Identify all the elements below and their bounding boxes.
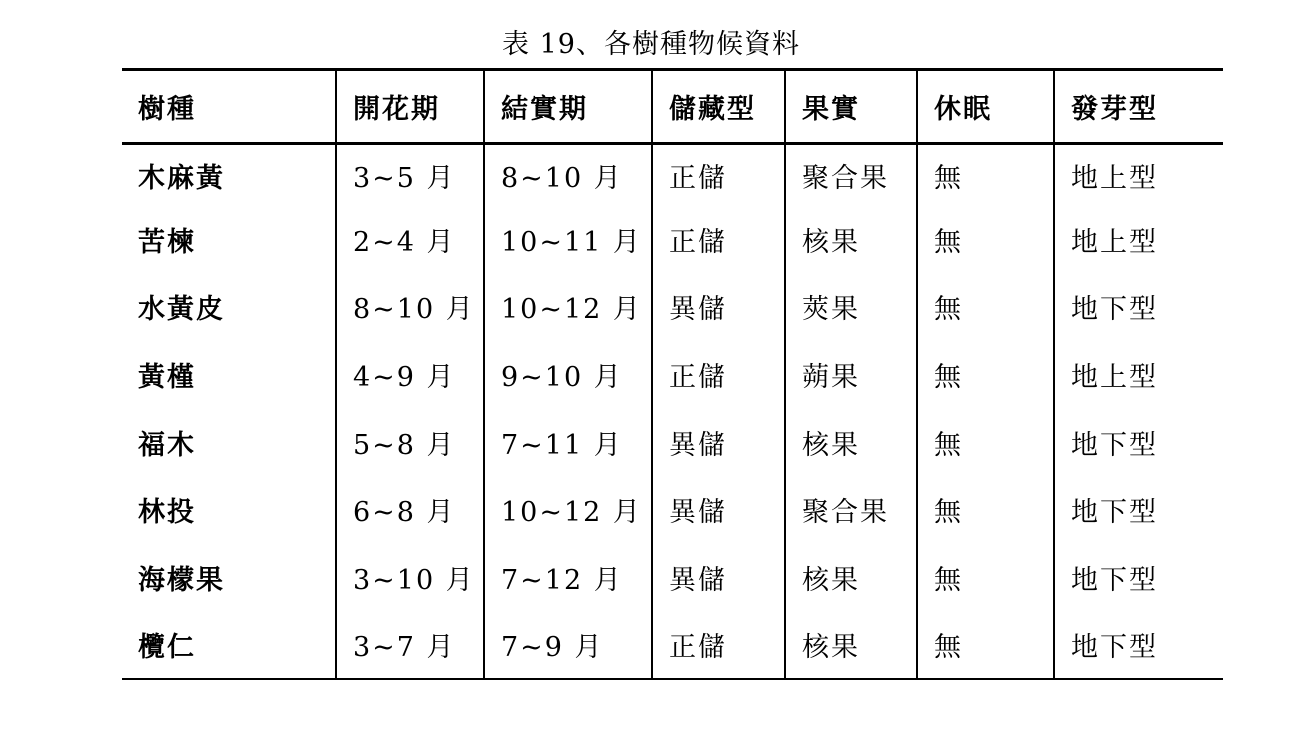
dormancy-cell: 無 <box>917 611 1054 679</box>
fruit-cell: 核果 <box>785 611 917 679</box>
germination-cell: 地下型 <box>1054 273 1223 341</box>
table-row <box>122 476 1223 544</box>
header-row <box>122 70 1223 144</box>
storage-cell: 正儲 <box>652 144 785 206</box>
dormancy-cell: 無 <box>917 408 1054 476</box>
storage-cell: 正儲 <box>652 611 785 679</box>
species-cell: 林投 <box>138 497 196 529</box>
storage-cell: 異儲 <box>652 476 785 544</box>
header-fruit: 果實 <box>785 70 917 144</box>
dormancy-cell: 無 <box>917 476 1054 544</box>
germination-cell: 地下型 <box>1054 543 1223 611</box>
header-flowering: 開花期 <box>336 70 484 144</box>
germination-cell: 地下型 <box>1054 476 1223 544</box>
fruit-cell: 核果 <box>785 408 917 476</box>
species-cell: 福木 <box>138 429 196 461</box>
fruiting-cell: 10~11 月 <box>484 206 652 274</box>
flowering-cell: 3~10 月 <box>336 543 484 611</box>
fruit-cell: 聚合果 <box>785 144 917 206</box>
fruiting-cell: 9~10 月 <box>484 341 652 409</box>
flowering-cell: 2~4 月 <box>336 206 484 274</box>
germination-cell: 地下型 <box>1054 408 1223 476</box>
flowering-cell: 6~8 月 <box>336 476 484 544</box>
storage-cell: 正儲 <box>652 206 785 274</box>
species-cell: 海檬果 <box>138 564 225 596</box>
header-germination: 發芽型 <box>1054 70 1223 144</box>
species-cell: 黃槿 <box>138 361 196 393</box>
storage-cell: 正儲 <box>652 341 785 409</box>
table-row <box>122 144 1223 206</box>
fruiting-cell: 7~9 月 <box>484 611 652 679</box>
germination-cell: 地上型 <box>1054 341 1223 409</box>
fruiting-cell: 7~12 月 <box>484 543 652 611</box>
fruiting-cell: 10~12 月 <box>484 273 652 341</box>
germination-cell: 地上型 <box>1054 144 1223 206</box>
dormancy-cell: 無 <box>917 341 1054 409</box>
flowering-cell: 3~7 月 <box>336 611 484 679</box>
species-cell: 欖仁 <box>122 611 336 679</box>
table-row <box>122 543 1223 611</box>
flowering-cell: 8~10 月 <box>336 273 484 341</box>
phenology-table <box>122 68 1223 680</box>
fruit-cell: 核果 <box>785 543 917 611</box>
flowering-cell: 5~8 月 <box>336 408 484 476</box>
species-cell: 木麻黃 <box>138 162 225 194</box>
table-row <box>122 273 1223 341</box>
header-storage-type: 儲藏型 <box>652 70 785 144</box>
fruiting-cell: 10~12 月 <box>484 476 652 544</box>
dormancy-cell: 無 <box>917 144 1054 206</box>
flowering-cell: 3~5 月 <box>336 144 484 206</box>
fruit-cell: 聚合果 <box>785 476 917 544</box>
flowering-cell: 4~9 月 <box>336 341 484 409</box>
fruiting-cell: 8~10 月 <box>484 144 652 206</box>
table-row <box>122 611 1223 679</box>
germination-cell: 地下型 <box>1054 611 1223 679</box>
table-row <box>122 408 1223 476</box>
dormancy-cell: 無 <box>917 273 1054 341</box>
header-species: 樹種 <box>122 70 336 144</box>
storage-cell: 異儲 <box>652 543 785 611</box>
fruit-cell: 核果 <box>785 206 917 274</box>
fruit-cell: 莢果 <box>785 273 917 341</box>
species-cell: 水黃皮 <box>138 294 225 326</box>
species-cell: 苦楝 <box>138 226 196 258</box>
table-caption: 表 19、各樹種物候資料 <box>502 29 800 60</box>
storage-cell: 異儲 <box>652 408 785 476</box>
fruit-cell: 蒴果 <box>785 341 917 409</box>
header-fruiting: 結實期 <box>484 70 652 144</box>
table-row <box>122 341 1223 409</box>
dormancy-cell: 無 <box>917 543 1054 611</box>
germination-cell: 地上型 <box>1054 206 1223 274</box>
table-row <box>122 206 1223 274</box>
storage-cell: 異儲 <box>652 273 785 341</box>
dormancy-cell: 無 <box>917 206 1054 274</box>
fruiting-cell: 7~11 月 <box>484 408 652 476</box>
header-dormancy: 休眠 <box>917 70 1054 144</box>
